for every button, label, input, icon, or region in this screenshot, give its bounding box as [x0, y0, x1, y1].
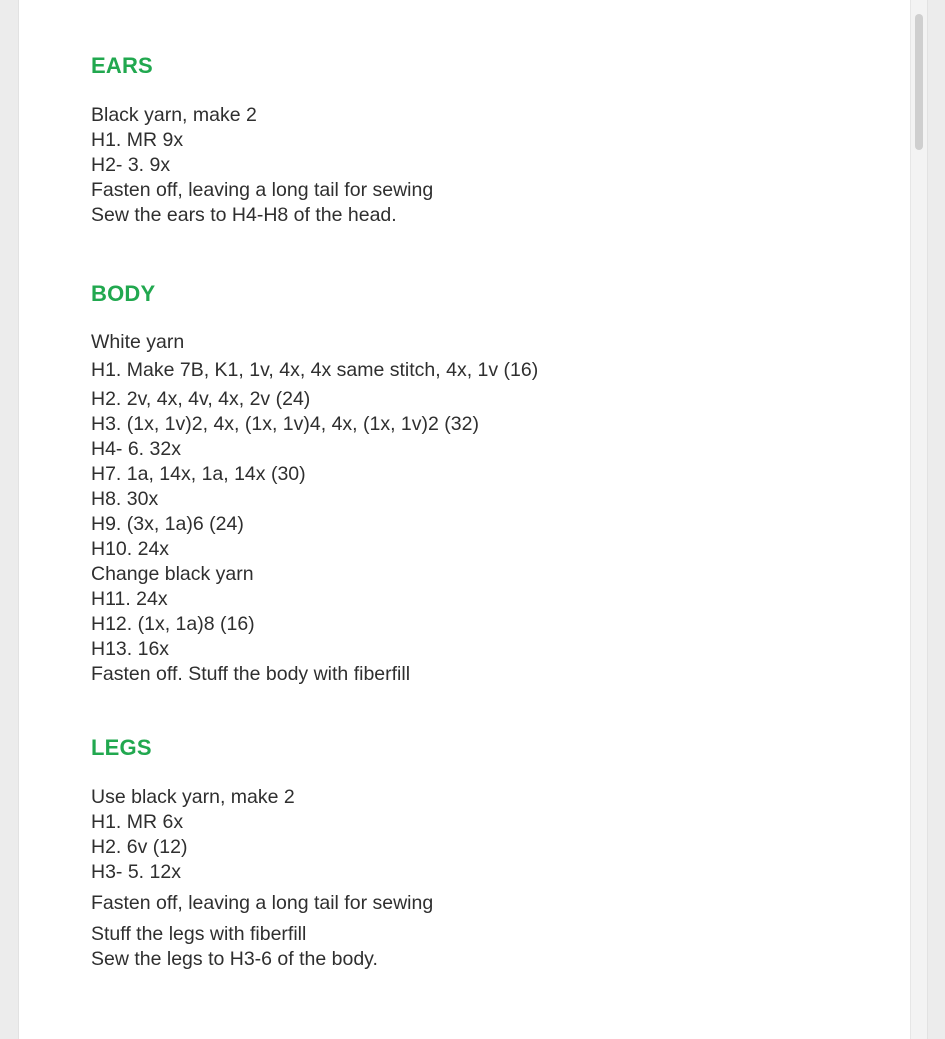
instruction-line: H7. 1a, 14x, 1a, 14x (30)	[91, 463, 306, 485]
instruction-line: H2. 2v, 4x, 4v, 4x, 2v (24)	[91, 388, 311, 410]
instruction-line: Change black yarn	[91, 563, 254, 585]
instruction-line: Sew the ears to H4-H8 of the head.	[91, 204, 397, 226]
instruction-line: H11. 24x	[91, 588, 168, 610]
document-page	[18, 0, 928, 1039]
section-body	[91, 280, 891, 687]
section-heading-legs: LEGS	[91, 735, 152, 760]
instruction-line: H2- 3. 9x	[91, 154, 171, 176]
instruction-line: Fasten off, leaving a long tail for sewing	[91, 179, 434, 201]
instruction-line: Use black yarn, make 2	[91, 786, 295, 808]
instruction-line: H2. 6v (12)	[91, 836, 188, 858]
instruction-line: H3- 5. 12x	[91, 861, 181, 883]
instruction-line: H4- 6. 32x	[91, 438, 181, 460]
instruction-line: Stuff the legs with fiberfill	[91, 923, 307, 945]
instruction-line: H1. MR 9x	[91, 129, 184, 151]
instruction-line: H13. 16x	[91, 638, 170, 660]
section-heading-ears: EARS	[91, 53, 153, 78]
instruction-line: Fasten off. Stuff the body with fiberfill	[91, 663, 411, 685]
section-heading-body: BODY	[91, 281, 156, 306]
instruction-list-legs	[91, 785, 891, 972]
instruction-line: Fasten off, leaving a long tail for sewing	[91, 892, 434, 914]
instruction-list-body	[91, 330, 891, 687]
instruction-line: H12. (1x, 1a)8 (16)	[91, 613, 255, 635]
instruction-line: H1. Make 7B, K1, 1v, 4x, 4x same stitch, 4x, 1v (16)	[91, 359, 539, 381]
instruction-line: H9. (3x, 1a)6 (24)	[91, 513, 244, 535]
instruction-list-ears	[91, 103, 891, 228]
scrollbar-thumb[interactable]	[915, 14, 923, 150]
instruction-line: H1. MR 6x	[91, 811, 184, 833]
section-legs	[91, 734, 891, 972]
instruction-line: Black yarn, make 2	[91, 104, 257, 126]
instruction-line: H8. 30x	[91, 488, 159, 510]
section-ears	[91, 52, 891, 228]
vertical-scrollbar[interactable]	[910, 0, 927, 1039]
instruction-line: Sew the legs to H3-6 of the body.	[91, 948, 378, 970]
instruction-line: White yarn	[91, 331, 185, 353]
instruction-line: H10. 24x	[91, 538, 170, 560]
instruction-line: H3. (1x, 1v)2, 4x, (1x, 1v)4, 4x, (1x, 1v)2 (32)	[91, 413, 479, 435]
